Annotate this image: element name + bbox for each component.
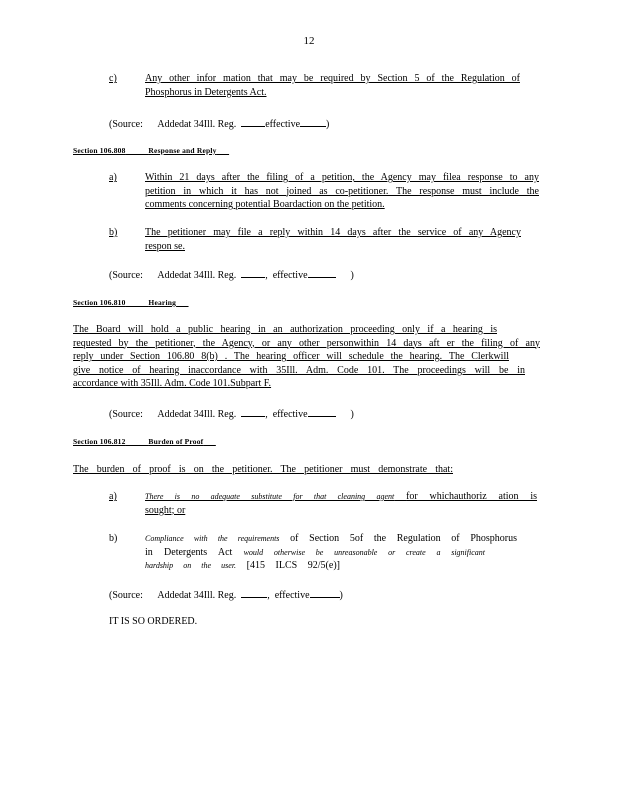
section-808-heading bbox=[73, 146, 263, 155]
blank-line bbox=[300, 117, 326, 127]
source-text: Addedat 34Ill. Reg. bbox=[157, 119, 237, 130]
text-line bbox=[145, 559, 340, 573]
blank-line bbox=[241, 117, 265, 127]
text-line: petition in which it has not joined as co-petitioner. The response must include the bbox=[145, 185, 539, 197]
blank-line bbox=[308, 407, 336, 417]
text-line: give notice of hearing inaccordance with 35Ill. Adm. Code 101. The proceedings will be in bbox=[73, 364, 525, 376]
source-note-1 bbox=[109, 117, 329, 130]
source-close: ) bbox=[326, 119, 330, 130]
item-c-text bbox=[145, 72, 520, 99]
source-effective: effective bbox=[265, 119, 301, 130]
item-c-label: c) bbox=[109, 73, 117, 84]
source-effective: effective bbox=[272, 409, 308, 420]
section-title: Response and Reply bbox=[148, 146, 217, 155]
source-text: Addedat 34Ill. Reg. bbox=[157, 270, 237, 281]
text-line: respon se. bbox=[145, 240, 185, 252]
section-title: Burden of Proof bbox=[148, 437, 204, 446]
section-number: Section 106.808 bbox=[73, 146, 126, 155]
section-808-b-text bbox=[145, 226, 521, 253]
source-close: ) bbox=[350, 270, 354, 281]
page-number: 12 bbox=[303, 35, 315, 47]
plain-text: for whichauthoriz ation is bbox=[406, 491, 538, 502]
source-prefix: (Source: bbox=[109, 119, 143, 130]
text-line bbox=[145, 490, 537, 504]
section-title: Hearing bbox=[148, 298, 177, 307]
section-812-heading bbox=[73, 437, 243, 446]
section-812-b-label: b) bbox=[109, 533, 118, 544]
section-808-a-text bbox=[145, 171, 539, 212]
italic-text: would otherwise be unreasonable or create a significant bbox=[243, 547, 485, 557]
item-c-line-2: Phosphorus in Detergents Act. bbox=[145, 86, 267, 98]
item-c-line-1: Any other infor mation that may be required by Section 5 of the Regulation of bbox=[145, 73, 520, 84]
blank-line bbox=[308, 268, 336, 278]
blank-line bbox=[310, 588, 340, 598]
text-line: The Board will hold a public hearing in an authorization proceeding only if a hearing is bbox=[73, 324, 497, 335]
text-line bbox=[145, 546, 485, 560]
blank-line bbox=[241, 588, 267, 598]
section-810-text bbox=[73, 323, 540, 391]
source-close: ) bbox=[339, 590, 343, 601]
text-line bbox=[145, 532, 517, 546]
italic-text: There is no adequate substitute for that cleaning agent bbox=[145, 492, 395, 501]
text-line: requested by the petitioner, the Agency, or any other personwithin 14 days aft er the filing of any bbox=[73, 337, 540, 349]
text-line: sought; or bbox=[145, 504, 186, 516]
section-number: Section 106.812 bbox=[73, 437, 126, 446]
plain-text: of Section 5of the Regulation of Phosphorus bbox=[290, 533, 518, 544]
closing-statement: IT IS SO ORDERED. bbox=[109, 616, 198, 627]
plain-text: in Detergents Act bbox=[145, 546, 233, 558]
source-close: ) bbox=[350, 409, 354, 420]
text-line: comments concerning potential Boardaction on the petition. bbox=[145, 199, 385, 210]
source-effective: effective bbox=[272, 270, 308, 281]
section-812-intro: The burden of proof is on the petitioner. The petitioner must demonstrate that: bbox=[73, 464, 453, 475]
source-note-2: (Source: Addedat 34Ill. Reg. , effective ) bbox=[109, 270, 354, 281]
section-810-heading bbox=[73, 298, 201, 307]
text-line: Within 21 days after the filing of a petition, the Agency may filea response to any bbox=[145, 172, 539, 183]
source-prefix: (Source: bbox=[109, 590, 143, 601]
italic-text: hardship on the user. bbox=[145, 561, 237, 570]
section-812-b-text bbox=[145, 532, 517, 573]
text-line: accordance with 35Ill. Adm. Code 101.Subpart F. bbox=[73, 378, 272, 389]
source-effective: effective bbox=[274, 590, 310, 601]
source-note-4: (Source: Addedat 34Ill. Reg. , effective ) bbox=[109, 590, 343, 601]
text-line: The petitioner may file a reply within 14 days after the service of any Agency bbox=[145, 227, 521, 238]
section-808-a-label: a) bbox=[109, 172, 117, 183]
section-808-b-label: b) bbox=[109, 227, 118, 238]
text-line: reply under Section 106.80 8(b) . The hearing officer will schedule the hearing. The Clerkwill bbox=[73, 351, 509, 362]
source-text: Addedat 34Ill. Reg. bbox=[157, 590, 237, 601]
blank-line bbox=[241, 268, 265, 278]
section-number: Section 106.810 bbox=[73, 298, 126, 307]
source-note-3: (Source: Addedat 34Ill. Reg. , effective ) bbox=[109, 409, 354, 420]
plain-text: [415 ILCS 92/5(e)] bbox=[246, 560, 340, 571]
source-text: Addedat 34Ill. Reg. bbox=[157, 409, 237, 420]
italic-text: Compliance with the requirements bbox=[145, 534, 280, 543]
blank-line bbox=[241, 407, 265, 417]
section-812-a-label: a) bbox=[109, 491, 117, 502]
source-prefix: (Source: bbox=[109, 270, 143, 281]
section-812-a-text bbox=[145, 490, 537, 517]
source-prefix: (Source: bbox=[109, 409, 143, 420]
